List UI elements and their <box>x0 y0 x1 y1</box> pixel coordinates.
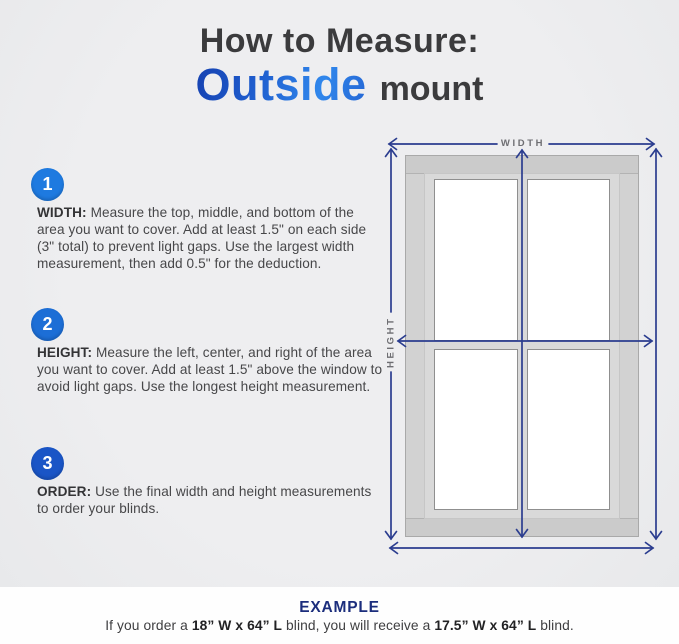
arrowhead-down-icon <box>651 532 662 540</box>
title-line-2 <box>0 61 679 109</box>
title-line-1: How to Measure: <box>199 22 480 60</box>
arrowhead-up-icon <box>386 149 397 157</box>
arrowhead-down-icon <box>386 532 397 540</box>
window-illustration <box>405 155 639 537</box>
step-1-body: Measure the top, middle, and bottom of the area you want to cover. Add at least 1.5" on each side (3" total) to prevent light gaps. Use the largest width measurement, then add 0.5" for the deduction. <box>37 205 367 271</box>
step-3-label: ORDER: <box>37 484 92 499</box>
step-3-number-badge: 3 <box>31 447 64 480</box>
window-sill <box>406 518 638 536</box>
height-dimension-label: HEIGHT <box>385 316 397 368</box>
window-pane <box>434 179 518 341</box>
step-2-number-badge: 2 <box>31 308 64 341</box>
example-footer <box>0 587 679 644</box>
step-1 <box>30 168 384 272</box>
step-2-body: Measure the left, center, and right of the area you want to cover. Add at least 1.5" above the window to avoid light gaps. Use the longest height measurement. <box>37 345 383 394</box>
example-sentence <box>105 618 574 633</box>
title-suffix-mount: mount <box>379 70 484 108</box>
example-prefix: If you order a <box>105 617 192 633</box>
step-3 <box>30 447 384 517</box>
step-1-text <box>37 204 384 272</box>
step-1-number-badge: 1 <box>31 168 64 201</box>
arrowhead-up-icon <box>651 149 662 157</box>
example-received-size: 17.5” W x 64” L <box>434 617 537 633</box>
example-middle: blind, you will receive a <box>282 617 435 633</box>
window-pane <box>527 349 611 511</box>
width-dimension-label: WIDTH <box>500 138 546 149</box>
arrowhead-right-icon <box>647 139 655 150</box>
arrowhead-right-icon <box>645 336 653 347</box>
example-heading: EXAMPLE <box>299 598 380 616</box>
example-ordered-size: 18” W x 64” L <box>191 617 283 633</box>
title-highlight-outside: Outside <box>195 59 367 110</box>
step-2-text <box>37 344 384 395</box>
step-1-label: WIDTH: <box>37 205 87 220</box>
window-pane <box>527 179 611 341</box>
step-3-text <box>37 483 384 517</box>
arrowhead-left-icon <box>390 543 398 554</box>
window-pane-grid <box>434 179 610 510</box>
right-height-arrow <box>651 149 662 539</box>
page-title <box>0 22 679 109</box>
window-pane <box>434 349 518 511</box>
arrowhead-right-icon <box>646 543 654 554</box>
step-2 <box>30 308 384 395</box>
arrowhead-left-icon <box>389 139 397 150</box>
window-top-frame <box>406 156 638 174</box>
example-suffix: blind. <box>536 617 574 633</box>
step-2-label: HEIGHT: <box>37 345 93 360</box>
bottom-width-arrow <box>390 543 653 554</box>
step-3-body: Use the final width and height measurements to order your blinds. <box>37 484 372 516</box>
